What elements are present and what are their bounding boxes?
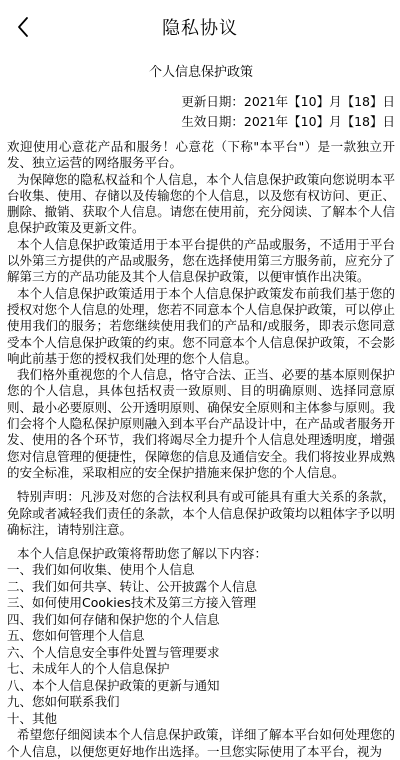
top-bar: [0, 0, 400, 58]
paragraph-4: 我们格外重视您的个人信息，恪守合法、正当、必要的基本原则保护您的个人信息，具体包括权责一致原则、目的明确原则、选择同意原则、最小必要原则、公开透明原则、确保安全原则和主体参与原则。我们会将个人隐私保护原则融入到本平台产品设计中，在产品或者服务开发、使用的各个环节，我们将竭尽全力提升个人信息处理透明度，增强您对信息管理的便捷性，保障您的信息及通信安全。我们将按业界成熟的安全标准，采取相应的安全保护措施来保护您的个人信息。: [7, 367, 395, 480]
toc-item: 八、本个人信息保护政策的更新与通知: [7, 677, 220, 693]
document-title: 个人信息保护政策: [148, 65, 253, 80]
toc-item: 四、我们如何存储和保护您的个人信息: [7, 611, 220, 627]
updated-date: 更新日期：2021年【10】月【18】日: [181, 94, 395, 109]
page-title: 隐私协议: [162, 18, 238, 39]
date-block: [7, 92, 395, 131]
toc-item: 七、未成年人的个人信息保护: [7, 661, 170, 677]
paragraph-3: 本个人信息保护政策适用于本个人信息保护政策发布前我们基于您的授权对您个人信息的处理，您若不同意本个人信息保护政策，可以停止使用我们的服务；若您继续使用我们的产品和/或服务，即表示您同意受本个人信息保护政策的约束。您不同意本个人信息保护政策，不会影响此前基于您的授权我们处理的您个人信息。: [7, 285, 395, 366]
paragraph-2: 本个人信息保护政策适用于本平台提供的产品或服务，不适用于平台以外第三方提供的产品或服务，您在选择使用第三方服务前，应充分了解第三方的产品功能及其个人信息保护政策，以便审慎作出决策。: [7, 236, 395, 285]
toc-item: 三、如何使用Cookies技术及第三方接入管理: [7, 595, 256, 611]
toc-item: 二、我们如何共享、转让、公开披露个人信息: [7, 578, 258, 594]
intro-paragraph: 欢迎使用心意花产品和服务！心意花（下称"本平台"）是一款独立开发、独立运营的网络服务平台。: [7, 139, 395, 171]
spacer: [7, 538, 395, 546]
toc-item: 五、您如何管理个人信息: [7, 628, 145, 644]
effective-date: 生效日期：2021年【10】月【18】日: [181, 113, 395, 129]
toc-item: 一、我们如何收集、使用个人信息: [7, 562, 195, 578]
toc-item: 九、您如何联系我们: [7, 694, 120, 710]
paragraph-1: 为保障您的隐私权益和个人信息，本个人信息保护政策向您说明本平台收集、使用、存储以及传输您的个人信息，以及您有权访问、更正、删除、撤销、获取个人信息。请您在使用前，充分阅读、了解本个人信息保护政策及更新文件。: [7, 171, 395, 236]
toc-intro: 本个人信息保护政策将帮助您了解以下内容：: [17, 546, 268, 562]
spacer: [7, 481, 395, 489]
paragraph-7: 希望您仔细阅读本个人信息保护政策，详细了解本平台如何处理您的个人信息，以便您更好地作出选择。一旦您实际使用了本平台，视为: [7, 727, 395, 759]
policy-content[interactable]: [7, 58, 395, 759]
table-of-contents: [7, 562, 395, 727]
toc-item: 十、其他: [7, 710, 58, 726]
toc-item: 六、个人信息安全事件处置与管理要求: [7, 644, 220, 660]
special-statement: 特别声明：凡涉及对您的合法权利具有或可能具有重大关系的条款，免除或者减轻我们责任的条款，本个人信息保护政策均以粗体字予以明确标注，请特别注意。: [7, 489, 395, 537]
